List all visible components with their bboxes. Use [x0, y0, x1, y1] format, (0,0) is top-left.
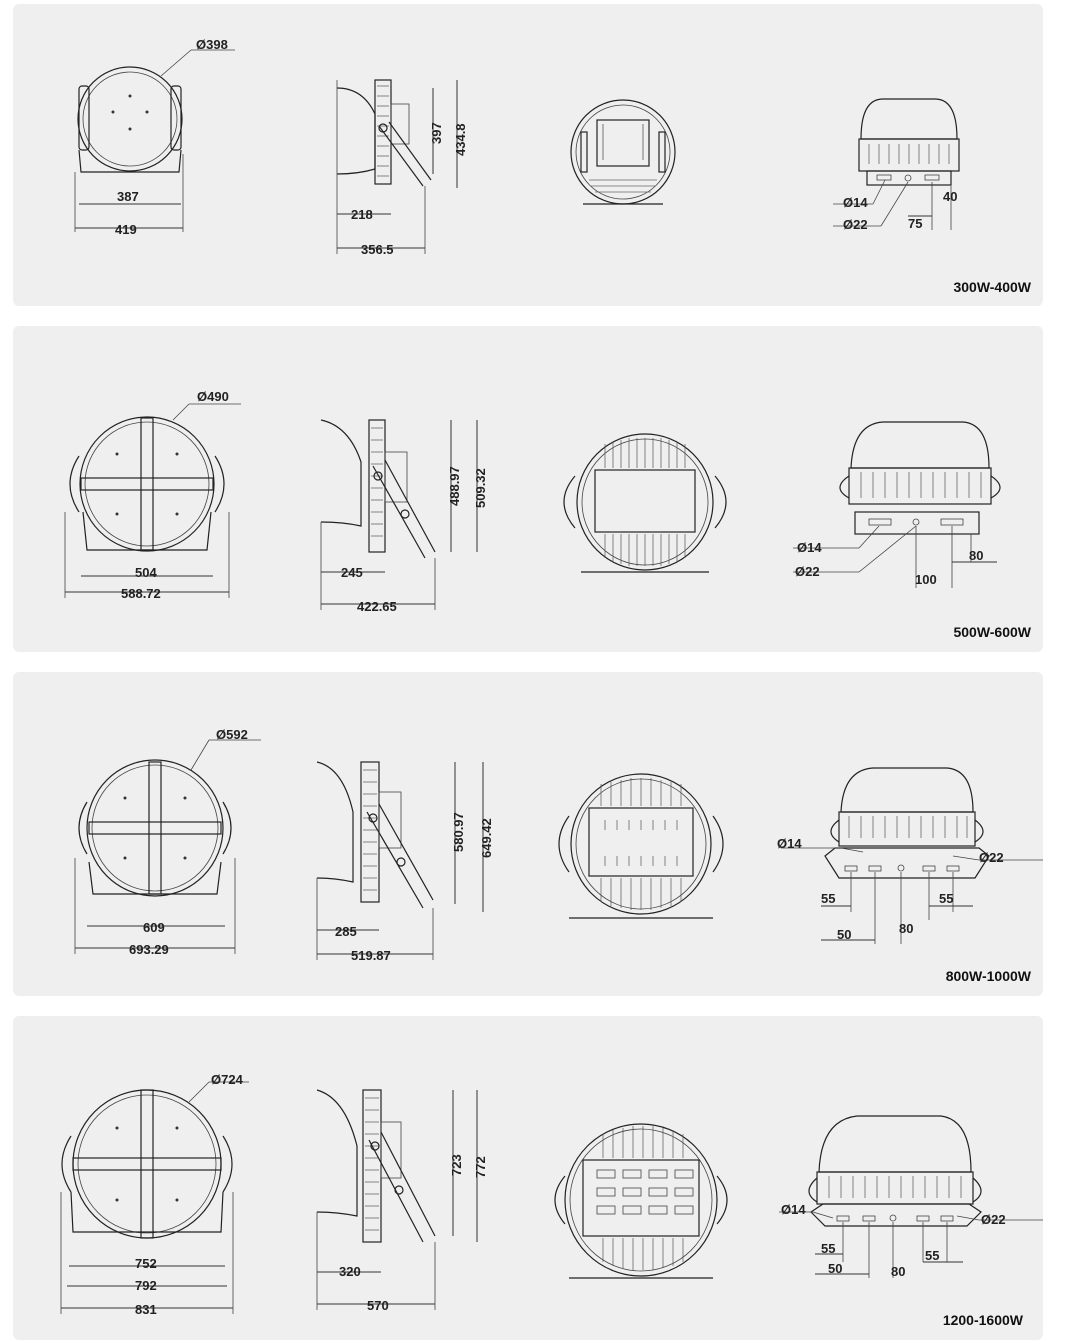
front-inner-width-label: 387 — [117, 189, 139, 204]
bracket-spacing-b-label: 55 — [925, 1248, 940, 1263]
bracket-spacing-a-label: 80 — [969, 548, 984, 563]
bracket-spacing-c-label: 50 — [837, 927, 852, 942]
back-view — [571, 100, 675, 204]
bracket-hole-large-label: Ø22 — [981, 1212, 1006, 1227]
side-height-inner-label: 488.97 — [447, 466, 462, 506]
front-view — [61, 1072, 249, 1317]
front-view — [65, 389, 241, 601]
panel-title: 1200-1600W — [942, 1312, 1023, 1328]
bracket-hole-large-label: Ø22 — [795, 564, 820, 579]
side-view — [317, 1090, 488, 1313]
bracket-spacing-b-label: 100 — [915, 572, 937, 587]
side-height-inner-label: 397 — [429, 122, 444, 144]
front-diameter-label: Ø592 — [216, 727, 248, 742]
side-depth-outer-label: 356.5 — [361, 242, 394, 257]
side-height-outer-label: 434.8 — [453, 123, 468, 156]
side-depth-inner-label: 320 — [339, 1264, 361, 1279]
bracket-view — [777, 768, 1043, 944]
back-view — [559, 774, 723, 918]
panel-title: 300W-400W — [953, 279, 1031, 295]
bracket-view — [793, 422, 1000, 588]
front-inner-width-label: 504 — [135, 565, 157, 580]
front-outer-width-label: 419 — [115, 222, 137, 237]
bracket-hole-large-label: Ø22 — [843, 217, 868, 232]
side-depth-inner-label: 218 — [351, 207, 373, 222]
front-mid-width-label: 792 — [135, 1278, 157, 1293]
bracket-hole-small-label: Ø14 — [777, 836, 802, 851]
panel-300w-400w — [13, 4, 1043, 306]
drawing-500w-600w — [13, 326, 1043, 652]
drawing-1200-1600w — [13, 1016, 1043, 1340]
side-depth-inner-label: 245 — [341, 565, 363, 580]
drawing-800w-1000w — [13, 672, 1043, 996]
front-outer-width-label: 693.29 — [129, 942, 169, 957]
bracket-spacing-c-label: 50 — [828, 1261, 843, 1276]
side-depth-inner-label: 285 — [335, 924, 357, 939]
bracket-spacing-b-label: 55 — [939, 891, 954, 906]
bracket-view — [779, 1116, 1043, 1279]
drawing-300w-400w — [13, 4, 1043, 306]
front-outer-width-label: 831 — [135, 1302, 157, 1317]
side-depth-outer-label: 519.87 — [351, 948, 391, 963]
front-inner-width-label: 609 — [143, 920, 165, 935]
front-diameter-label: Ø490 — [197, 389, 229, 404]
side-height-outer-label: 509.32 — [473, 468, 488, 508]
bracket-spacing-b-label: 75 — [908, 216, 923, 231]
bracket-spacing-d-label: 80 — [899, 921, 914, 936]
panel-800w-1000w — [13, 672, 1043, 996]
side-height-inner-label: 580.97 — [451, 812, 466, 852]
side-depth-outer-label: 422.65 — [357, 599, 397, 614]
bracket-spacing-a-label: 55 — [821, 1241, 836, 1256]
bracket-hole-small-label: Ø14 — [781, 1202, 806, 1217]
panel-title: 500W-600W — [953, 624, 1031, 640]
side-view — [337, 80, 468, 257]
front-diameter-label: Ø724 — [211, 1072, 243, 1087]
front-diameter-label: Ø398 — [196, 37, 228, 52]
back-view — [564, 434, 726, 572]
bracket-hole-small-label: Ø14 — [843, 195, 868, 210]
bracket-spacing-a-label: 55 — [821, 891, 836, 906]
panel-1200-1600w — [13, 1016, 1043, 1340]
bracket-hole-large-label: Ø22 — [979, 850, 1004, 865]
bracket-spacing-d-label: 80 — [891, 1264, 906, 1279]
bracket-spacing-a-label: 40 — [943, 189, 958, 204]
panel-500w-600w — [13, 326, 1043, 652]
side-height-outer-label: 772 — [473, 1156, 488, 1178]
panel-title: 800W-1000W — [945, 968, 1031, 984]
side-view — [321, 420, 488, 614]
front-view — [75, 37, 235, 237]
back-view — [555, 1124, 727, 1278]
front-view — [75, 727, 261, 957]
side-height-inner-label: 723 — [449, 1154, 464, 1176]
bracket-hole-small-label: Ø14 — [797, 540, 822, 555]
side-depth-outer-label: 570 — [367, 1298, 389, 1313]
front-outer-width-label: 588.72 — [121, 586, 161, 601]
side-height-outer-label: 649.42 — [479, 818, 494, 858]
side-view — [317, 762, 494, 963]
front-inner-width-label: 752 — [135, 1256, 157, 1271]
bracket-view — [833, 99, 959, 232]
